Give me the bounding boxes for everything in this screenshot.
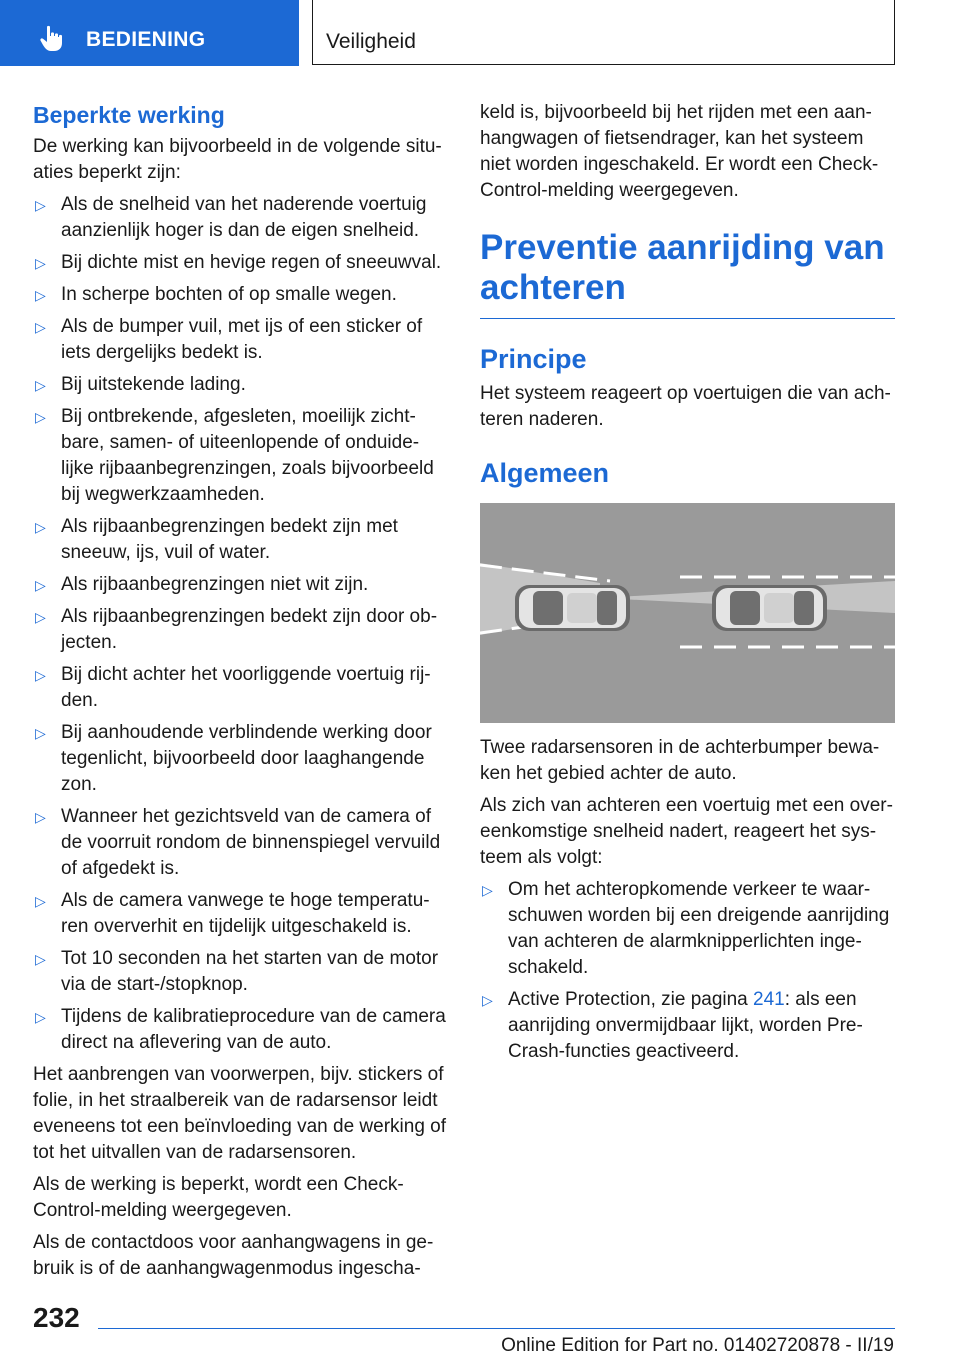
triangle-bullet-icon: ▷ xyxy=(35,519,46,535)
triangle-bullet-icon: ▷ xyxy=(35,197,46,213)
page-link-241[interactable]: 241 xyxy=(753,989,785,1010)
reaction-list xyxy=(480,877,895,1065)
list-item: ▷ Bij aanhoudende verblindende werking door tegenlicht, bijvoorbeeld door laaghangende zon. xyxy=(35,722,432,795)
triangle-bullet-icon: ▷ xyxy=(35,609,46,625)
heading-beperkte-werking: Beperkte werking xyxy=(33,102,225,128)
chapter-title: Preventie aanrijding van achteren xyxy=(480,228,895,319)
triangle-bullet-icon: ▷ xyxy=(35,951,46,967)
heading-principe: Principe xyxy=(480,344,587,374)
intro-paragraph: De werking kan bijvoorbeeld in de volgende situ‐aties beperkt zijn: xyxy=(33,136,442,183)
list-item: ▷ Als de camera vanwege te hoge temperatu‐ren oververhit en tijdelijk uitgeschakeld is. xyxy=(35,890,430,937)
hand-pointer-icon xyxy=(38,24,66,52)
triangle-bullet-icon: ▷ xyxy=(35,577,46,593)
triangle-bullet-icon: ▷ xyxy=(35,409,46,425)
list-item: ▷ Bij dicht achter het voorliggende voertuig rij‐den. xyxy=(35,664,431,711)
limitation-list xyxy=(33,192,451,1056)
vehicle-rear xyxy=(515,585,630,631)
list-item: ▷ Wanneer het gezichtsveld van de camera of de voorruit rondom de binnenspiegel vervuild of afgedekt is. xyxy=(35,806,441,879)
triangle-bullet-icon: ▷ xyxy=(482,882,493,898)
sensor-obstruction-paragraph: Het aanbrengen van voorwerpen, bijv. stickers of folie, in het straalbereik van de radarsensor leidt eveneens tot een beïnvloeding van de werking of tot het uitvallen van de radarsensoren. xyxy=(33,1064,447,1163)
list-item: ▷ Als rijbaanbegrenzingen bedekt zijn door ob‐jecten. xyxy=(35,606,438,653)
list-item: ▷ Als rijbaanbegrenzingen bedekt zijn met sneeuw, ijs, vuil of water. xyxy=(35,516,398,563)
list-item: ▷ In scherpe bochten of op smalle wegen. xyxy=(33,282,451,308)
triangle-bullet-icon: ▷ xyxy=(35,377,46,393)
list-item: ▷ Tijdens de kalibratieprocedure van de camera direct na aflevering van de auto. xyxy=(35,1006,446,1053)
vehicle-front xyxy=(712,585,827,631)
triangle-bullet-icon: ▷ xyxy=(35,667,46,683)
trailer-paragraph: Als de contactdoos voor aanhangwagens in ge‐bruik is of de aanhangwagenmodus ingescha‐ xyxy=(33,1232,434,1279)
list-item: ▷ Als de snelheid van het naderende voertuig aanzienlijk hoger is dan de eigen snelheid. xyxy=(35,194,427,241)
triangle-bullet-icon: ▷ xyxy=(482,992,493,1008)
triangle-bullet-icon: ▷ xyxy=(35,319,46,335)
right-column xyxy=(480,100,895,1071)
trailer-paragraph-continued: keld is, bijvoorbeeld bij het rijden met een aan‐hangwagen of fietsendrager, kan het systeem niet worden ingeschakeld. Er wordt een Check-Control-melding weergegeven. xyxy=(480,102,879,201)
section-title: Veiligheid xyxy=(326,30,416,53)
header-divider xyxy=(312,0,313,64)
edition-text: Online Edition for Part no. 01402720878 - II/19 xyxy=(501,1335,894,1356)
check-control-paragraph: Als de werking is beperkt, wordt een Check-Control-melding weergegeven. xyxy=(33,1174,404,1221)
triangle-bullet-icon: ▷ xyxy=(35,1009,46,1025)
radar-sensors-paragraph: Twee radarsensoren in de achterbumper bewa‐ken het gebied achter de auto. xyxy=(480,737,880,784)
left-column xyxy=(33,100,451,1288)
list-item: ▷ Bij dichte mist en hevige regen of sneeuwval. xyxy=(33,250,451,276)
list-item: ▷ Tot 10 seconden na het starten van de motor via de start-/stopknop. xyxy=(35,948,439,995)
list-item: ▷ Als rijbaanbegrenzingen niet wit zijn. xyxy=(33,572,451,598)
list-item: ▷ Om het achteropkomende verkeer te waar‐schuwen worden bij een dreigende aanrijding van achteren de alarmknipperlichten inge‐schakeld. xyxy=(482,879,890,978)
chapter-tab-label: BEDIENING xyxy=(86,28,206,51)
chapter-tab[interactable] xyxy=(0,0,299,66)
page-number: 232 xyxy=(33,1302,80,1333)
triangle-bullet-icon: ▷ xyxy=(35,725,46,741)
list-item: ▷ Active Protection, zie pagina 241: als een aanrijding onvermijdbaar lijkt, worden Pre-Crash-functies geactiveerd. xyxy=(482,989,863,1062)
triangle-bullet-icon: ▷ xyxy=(35,255,46,271)
list-item: ▷ Als de bumper vuil, met ijs of een sticker of iets dergelijks bedekt is. xyxy=(35,316,423,363)
rear-radar-illustration xyxy=(480,503,895,723)
principe-paragraph: Het systeem reageert op voertuigen die van ach‐teren naderen. xyxy=(480,383,891,430)
triangle-bullet-icon: ▷ xyxy=(35,287,46,303)
footer-divider xyxy=(98,1328,895,1329)
list-item: ▷ Bij ontbrekende, afgesleten, moeilijk zicht‐bare, samen- of uiteenlopende of onduide‐lijke rijbaanbegrenzingen, zoals bijvoorbeeld bij wegwerkzaamheden. xyxy=(35,406,434,505)
list-item: ▷ Bij uitstekende lading. xyxy=(33,372,451,398)
triangle-bullet-icon: ▷ xyxy=(35,893,46,909)
system-reaction-paragraph: Als zich van achteren een voertuig met een over‐eenkomstige snelheid nadert, reageert het sys‐teem als volgt: xyxy=(480,795,893,868)
heading-algemeen: Algemeen xyxy=(480,458,610,488)
triangle-bullet-icon: ▷ xyxy=(35,809,46,825)
